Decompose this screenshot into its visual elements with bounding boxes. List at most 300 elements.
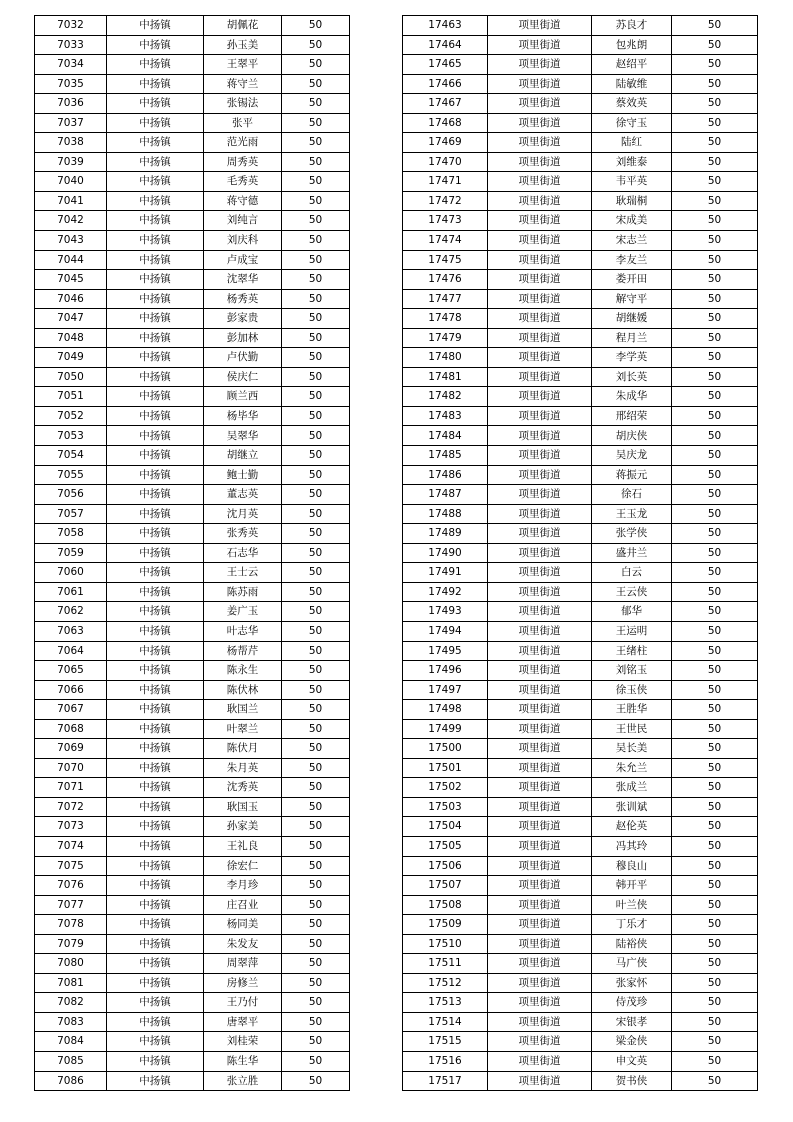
name-cell: 陆裕侠	[592, 934, 672, 954]
table-row	[35, 465, 350, 485]
amount-cell: 50	[672, 1032, 758, 1052]
town-cell: 中扬镇	[107, 954, 204, 974]
amount-cell: 50	[672, 504, 758, 524]
name-cell: 徐宏仁	[204, 856, 282, 876]
town-cell: 项里街道	[488, 719, 592, 739]
record-id-cell: 17490	[403, 543, 488, 563]
town-cell: 项里街道	[488, 465, 592, 485]
town-cell: 项里街道	[488, 700, 592, 720]
table-row	[403, 133, 758, 153]
name-cell: 蒋守兰	[204, 74, 282, 94]
town-cell: 项里街道	[488, 406, 592, 426]
town-cell: 中扬镇	[107, 231, 204, 251]
name-cell: 蒋守德	[204, 191, 282, 211]
amount-cell: 50	[672, 700, 758, 720]
record-id-cell: 17497	[403, 680, 488, 700]
table-row	[403, 856, 758, 876]
table-row	[35, 348, 350, 368]
table-row	[403, 700, 758, 720]
name-cell: 丁乐才	[592, 915, 672, 935]
left-roster-table	[34, 15, 350, 1091]
name-cell: 冯其玲	[592, 836, 672, 856]
table-row	[403, 191, 758, 211]
amount-cell: 50	[282, 426, 350, 446]
name-cell: 刘维泰	[592, 152, 672, 172]
amount-cell: 50	[282, 446, 350, 466]
name-cell: 李友兰	[592, 250, 672, 270]
name-cell: 李月珍	[204, 876, 282, 896]
table-row	[403, 993, 758, 1013]
town-cell: 项里街道	[488, 817, 592, 837]
record-id-cell: 17507	[403, 876, 488, 896]
table-row	[35, 524, 350, 544]
town-cell: 项里街道	[488, 367, 592, 387]
record-id-cell: 7032	[35, 16, 107, 36]
name-cell: 宋银孝	[592, 1012, 672, 1032]
name-cell: 叶志华	[204, 621, 282, 641]
town-cell: 项里街道	[488, 55, 592, 75]
record-id-cell: 17492	[403, 582, 488, 602]
amount-cell: 50	[672, 465, 758, 485]
amount-cell: 50	[282, 152, 350, 172]
name-cell: 王运明	[592, 621, 672, 641]
town-cell: 中扬镇	[107, 191, 204, 211]
amount-cell: 50	[672, 172, 758, 192]
town-cell: 项里街道	[488, 778, 592, 798]
table-row	[35, 817, 350, 837]
town-cell: 中扬镇	[107, 1051, 204, 1071]
name-cell: 吴庆龙	[592, 446, 672, 466]
table-row	[35, 504, 350, 524]
town-cell: 中扬镇	[107, 270, 204, 290]
town-cell: 项里街道	[488, 152, 592, 172]
amount-cell: 50	[282, 1071, 350, 1091]
name-cell: 张锡法	[204, 94, 282, 114]
amount-cell: 50	[282, 543, 350, 563]
record-id-cell: 17491	[403, 563, 488, 583]
record-id-cell: 7039	[35, 152, 107, 172]
amount-cell: 50	[282, 758, 350, 778]
town-cell: 项里街道	[488, 1032, 592, 1052]
table-row	[403, 270, 758, 290]
right-roster-table	[402, 15, 758, 1091]
record-id-cell: 7075	[35, 856, 107, 876]
name-cell: 徐玉侠	[592, 680, 672, 700]
table-row	[35, 778, 350, 798]
table-row	[403, 387, 758, 407]
amount-cell: 50	[672, 856, 758, 876]
table-row	[35, 289, 350, 309]
record-id-cell: 7057	[35, 504, 107, 524]
record-id-cell: 7045	[35, 270, 107, 290]
town-cell: 中扬镇	[107, 504, 204, 524]
name-cell: 陈伏月	[204, 739, 282, 759]
town-cell: 中扬镇	[107, 250, 204, 270]
name-cell: 张成兰	[592, 778, 672, 798]
amount-cell: 50	[672, 836, 758, 856]
table-row	[35, 543, 350, 563]
table-row	[35, 328, 350, 348]
amount-cell: 50	[672, 387, 758, 407]
table-row	[403, 1051, 758, 1071]
town-cell: 项里街道	[488, 35, 592, 55]
table-row	[403, 289, 758, 309]
table-row	[403, 836, 758, 856]
town-cell: 中扬镇	[107, 309, 204, 329]
amount-cell: 50	[672, 55, 758, 75]
table-row	[403, 524, 758, 544]
table-row	[403, 876, 758, 896]
amount-cell: 50	[672, 876, 758, 896]
name-cell: 王绪柱	[592, 641, 672, 661]
town-cell: 项里街道	[488, 582, 592, 602]
name-cell: 王礼良	[204, 836, 282, 856]
table-row	[35, 1071, 350, 1091]
amount-cell: 50	[672, 309, 758, 329]
record-id-cell: 7069	[35, 739, 107, 759]
amount-cell: 50	[282, 915, 350, 935]
record-id-cell: 7081	[35, 973, 107, 993]
table-row	[403, 778, 758, 798]
name-cell: 张秀英	[204, 524, 282, 544]
table-row	[35, 250, 350, 270]
record-id-cell: 17501	[403, 758, 488, 778]
name-cell: 程月兰	[592, 328, 672, 348]
record-id-cell: 7079	[35, 934, 107, 954]
record-id-cell: 7048	[35, 328, 107, 348]
record-id-cell: 7066	[35, 680, 107, 700]
record-id-cell: 7076	[35, 876, 107, 896]
amount-cell: 50	[672, 543, 758, 563]
table-row	[403, 94, 758, 114]
name-cell: 侯庆仁	[204, 367, 282, 387]
town-cell: 中扬镇	[107, 700, 204, 720]
amount-cell: 50	[282, 1012, 350, 1032]
name-cell: 孙玉美	[204, 35, 282, 55]
amount-cell: 50	[672, 915, 758, 935]
town-cell: 中扬镇	[107, 152, 204, 172]
table-row	[403, 485, 758, 505]
name-cell: 沈翠华	[204, 270, 282, 290]
name-cell: 沈秀英	[204, 778, 282, 798]
amount-cell: 50	[672, 94, 758, 114]
record-id-cell: 17510	[403, 934, 488, 954]
name-cell: 彭家贵	[204, 309, 282, 329]
town-cell: 中扬镇	[107, 719, 204, 739]
town-cell: 中扬镇	[107, 934, 204, 954]
name-cell: 刘纯言	[204, 211, 282, 231]
table-row	[35, 387, 350, 407]
table-row	[35, 55, 350, 75]
record-id-cell: 17509	[403, 915, 488, 935]
name-cell: 穆良山	[592, 856, 672, 876]
amount-cell: 50	[282, 485, 350, 505]
amount-cell: 50	[672, 485, 758, 505]
name-cell: 徐石	[592, 485, 672, 505]
amount-cell: 50	[672, 641, 758, 661]
amount-cell: 50	[672, 348, 758, 368]
record-id-cell: 7070	[35, 758, 107, 778]
table-row	[35, 915, 350, 935]
record-id-cell: 17488	[403, 504, 488, 524]
record-id-cell: 7034	[35, 55, 107, 75]
table-row	[403, 367, 758, 387]
table-row	[35, 231, 350, 251]
table-row	[403, 680, 758, 700]
table-row	[403, 758, 758, 778]
amount-cell: 50	[672, 328, 758, 348]
town-cell: 项里街道	[488, 309, 592, 329]
amount-cell: 50	[672, 1051, 758, 1071]
town-cell: 中扬镇	[107, 211, 204, 231]
amount-cell: 50	[672, 191, 758, 211]
record-id-cell: 7052	[35, 406, 107, 426]
table-row	[35, 94, 350, 114]
town-cell: 中扬镇	[107, 1032, 204, 1052]
town-cell: 项里街道	[488, 524, 592, 544]
name-cell: 宋成美	[592, 211, 672, 231]
amount-cell: 50	[282, 661, 350, 681]
record-id-cell: 17493	[403, 602, 488, 622]
name-cell: 朱发友	[204, 934, 282, 954]
amount-cell: 50	[672, 817, 758, 837]
record-id-cell: 7061	[35, 582, 107, 602]
record-id-cell: 17480	[403, 348, 488, 368]
record-id-cell: 7068	[35, 719, 107, 739]
name-cell: 朱允兰	[592, 758, 672, 778]
town-cell: 项里街道	[488, 758, 592, 778]
name-cell: 张家怀	[592, 973, 672, 993]
record-id-cell: 17483	[403, 406, 488, 426]
town-cell: 项里街道	[488, 641, 592, 661]
amount-cell: 50	[672, 797, 758, 817]
record-id-cell: 17481	[403, 367, 488, 387]
name-cell: 王玉龙	[592, 504, 672, 524]
table-row	[403, 934, 758, 954]
name-cell: 张学侠	[592, 524, 672, 544]
table-row	[35, 954, 350, 974]
record-id-cell: 7040	[35, 172, 107, 192]
record-id-cell: 7073	[35, 817, 107, 837]
amount-cell: 50	[282, 524, 350, 544]
town-cell: 中扬镇	[107, 74, 204, 94]
town-cell: 项里街道	[488, 543, 592, 563]
table-row	[403, 915, 758, 935]
town-cell: 中扬镇	[107, 485, 204, 505]
record-id-cell: 7058	[35, 524, 107, 544]
table-row	[403, 739, 758, 759]
amount-cell: 50	[672, 993, 758, 1013]
record-id-cell: 17517	[403, 1071, 488, 1091]
name-cell: 叶翠兰	[204, 719, 282, 739]
table-row	[35, 758, 350, 778]
name-cell: 王世民	[592, 719, 672, 739]
name-cell: 毛秀英	[204, 172, 282, 192]
name-cell: 叶兰侠	[592, 895, 672, 915]
name-cell: 耿国玉	[204, 797, 282, 817]
name-cell: 卢成宝	[204, 250, 282, 270]
table-row	[403, 16, 758, 36]
town-cell: 项里街道	[488, 426, 592, 446]
table-row	[403, 250, 758, 270]
table-row	[403, 231, 758, 251]
record-id-cell: 17499	[403, 719, 488, 739]
record-id-cell: 17482	[403, 387, 488, 407]
town-cell: 中扬镇	[107, 543, 204, 563]
town-cell: 项里街道	[488, 602, 592, 622]
amount-cell: 50	[282, 895, 350, 915]
amount-cell: 50	[282, 1051, 350, 1071]
name-cell: 胡继立	[204, 446, 282, 466]
name-cell: 庄召业	[204, 895, 282, 915]
amount-cell: 50	[672, 758, 758, 778]
amount-cell: 50	[282, 797, 350, 817]
name-cell: 宋志兰	[592, 231, 672, 251]
town-cell: 中扬镇	[107, 289, 204, 309]
table-row	[35, 797, 350, 817]
record-id-cell: 7085	[35, 1051, 107, 1071]
name-cell: 耿瑞桐	[592, 191, 672, 211]
name-cell: 陈苏雨	[204, 582, 282, 602]
record-id-cell: 17465	[403, 55, 488, 75]
record-id-cell: 7055	[35, 465, 107, 485]
amount-cell: 50	[672, 270, 758, 290]
name-cell: 盛井兰	[592, 543, 672, 563]
table-row	[403, 211, 758, 231]
name-cell: 白云	[592, 563, 672, 583]
town-cell: 项里街道	[488, 289, 592, 309]
table-row	[403, 113, 758, 133]
name-cell: 耿国兰	[204, 700, 282, 720]
table-row	[403, 621, 758, 641]
record-id-cell: 17466	[403, 74, 488, 94]
table-row	[35, 152, 350, 172]
town-cell: 中扬镇	[107, 113, 204, 133]
name-cell: 唐翠平	[204, 1012, 282, 1032]
record-id-cell: 7054	[35, 446, 107, 466]
town-cell: 项里街道	[488, 856, 592, 876]
record-id-cell: 17496	[403, 661, 488, 681]
name-cell: 蔡效英	[592, 94, 672, 114]
name-cell: 房修兰	[204, 973, 282, 993]
town-cell: 中扬镇	[107, 16, 204, 36]
amount-cell: 50	[672, 661, 758, 681]
name-cell: 韩开平	[592, 876, 672, 896]
record-id-cell: 17489	[403, 524, 488, 544]
record-id-cell: 7060	[35, 563, 107, 583]
amount-cell: 50	[282, 133, 350, 153]
town-cell: 项里街道	[488, 231, 592, 251]
record-id-cell: 17478	[403, 309, 488, 329]
record-id-cell: 7037	[35, 113, 107, 133]
amount-cell: 50	[672, 231, 758, 251]
table-row	[403, 426, 758, 446]
name-cell: 王士云	[204, 563, 282, 583]
table-row	[403, 563, 758, 583]
record-id-cell: 17477	[403, 289, 488, 309]
amount-cell: 50	[282, 602, 350, 622]
amount-cell: 50	[282, 700, 350, 720]
amount-cell: 50	[282, 778, 350, 798]
name-cell: 申文英	[592, 1051, 672, 1071]
record-id-cell: 17464	[403, 35, 488, 55]
town-cell: 中扬镇	[107, 465, 204, 485]
name-cell: 赵伦英	[592, 817, 672, 837]
record-id-cell: 17494	[403, 621, 488, 641]
record-id-cell: 7035	[35, 74, 107, 94]
amount-cell: 50	[672, 954, 758, 974]
table-row	[403, 797, 758, 817]
name-cell: 沈月英	[204, 504, 282, 524]
amount-cell: 50	[672, 426, 758, 446]
name-cell: 胡庆侠	[592, 426, 672, 446]
name-cell: 顾兰西	[204, 387, 282, 407]
town-cell: 项里街道	[488, 563, 592, 583]
record-id-cell: 17508	[403, 895, 488, 915]
record-id-cell: 7078	[35, 915, 107, 935]
name-cell: 王翠平	[204, 55, 282, 75]
table-row	[403, 74, 758, 94]
name-cell: 吴长美	[592, 739, 672, 759]
town-cell: 项里街道	[488, 876, 592, 896]
town-cell: 项里街道	[488, 133, 592, 153]
table-row	[403, 543, 758, 563]
record-id-cell: 7059	[35, 543, 107, 563]
record-id-cell: 7036	[35, 94, 107, 114]
name-cell: 李学英	[592, 348, 672, 368]
table-row	[403, 954, 758, 974]
town-cell: 中扬镇	[107, 680, 204, 700]
table-row	[35, 641, 350, 661]
name-cell: 孙家美	[204, 817, 282, 837]
name-cell: 贺书侠	[592, 1071, 672, 1091]
name-cell: 蒋振元	[592, 465, 672, 485]
name-cell: 陆红	[592, 133, 672, 153]
amount-cell: 50	[282, 993, 350, 1013]
record-id-cell: 17474	[403, 231, 488, 251]
record-id-cell: 17506	[403, 856, 488, 876]
record-id-cell: 17486	[403, 465, 488, 485]
record-id-cell: 17513	[403, 993, 488, 1013]
name-cell: 刘铭玉	[592, 661, 672, 681]
amount-cell: 50	[282, 74, 350, 94]
town-cell: 项里街道	[488, 915, 592, 935]
town-cell: 项里街道	[488, 1012, 592, 1032]
amount-cell: 50	[672, 406, 758, 426]
amount-cell: 50	[282, 719, 350, 739]
table-row	[35, 973, 350, 993]
record-id-cell: 7041	[35, 191, 107, 211]
name-cell: 张平	[204, 113, 282, 133]
amount-cell: 50	[672, 680, 758, 700]
town-cell: 中扬镇	[107, 895, 204, 915]
name-cell: 杨秀英	[204, 289, 282, 309]
amount-cell: 50	[282, 16, 350, 36]
town-cell: 中扬镇	[107, 915, 204, 935]
record-id-cell: 7050	[35, 367, 107, 387]
amount-cell: 50	[672, 778, 758, 798]
table-row	[35, 836, 350, 856]
record-id-cell: 17475	[403, 250, 488, 270]
name-cell: 姜广玉	[204, 602, 282, 622]
town-cell: 项里街道	[488, 387, 592, 407]
name-cell: 陈生华	[204, 1051, 282, 1071]
record-id-cell: 7082	[35, 993, 107, 1013]
amount-cell: 50	[672, 1071, 758, 1091]
town-cell: 中扬镇	[107, 973, 204, 993]
table-row	[403, 661, 758, 681]
record-id-cell: 17512	[403, 973, 488, 993]
